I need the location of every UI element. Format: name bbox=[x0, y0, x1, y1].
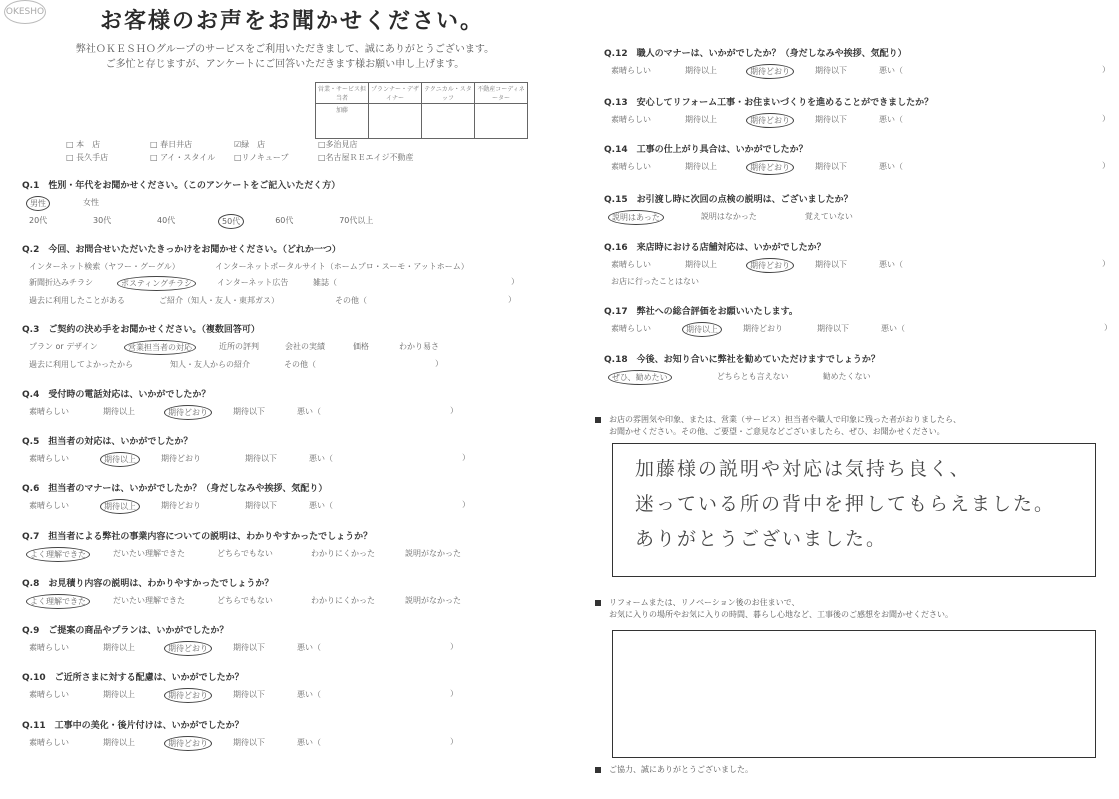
option[interactable]: 悪い（ bbox=[309, 454, 333, 463]
option[interactable]: お店に行ったことはない bbox=[611, 277, 699, 286]
option-selected[interactable]: 期待どおり bbox=[164, 688, 212, 703]
page-title: お客様のお声をお聞かせください。 bbox=[100, 9, 485, 34]
question-8 bbox=[22, 576, 464, 609]
question-17 bbox=[604, 304, 1112, 337]
staff-cell-realestate[interactable] bbox=[475, 104, 528, 139]
after-comments-box[interactable] bbox=[612, 630, 1096, 758]
store-checkbox-checked[interactable]: ☑緑 店 bbox=[234, 140, 266, 149]
option[interactable]: 素晴らしい bbox=[29, 643, 69, 652]
option[interactable]: 悪い（ bbox=[297, 690, 321, 699]
paren-close: ） bbox=[450, 689, 458, 698]
option[interactable]: 期待以上 bbox=[685, 115, 717, 124]
option[interactable]: 悪い（ bbox=[879, 162, 903, 171]
option[interactable]: わかり易さ bbox=[399, 342, 439, 351]
question-18 bbox=[604, 352, 880, 385]
comments-head-1: お店の雰囲気や印象、または、営業（サービス）担当者や職人で印象に残った者がおりましたら、 bbox=[609, 415, 961, 424]
paren-close: ） bbox=[435, 359, 443, 368]
question-12 bbox=[604, 46, 1110, 79]
question-4 bbox=[22, 387, 458, 420]
option-selected[interactable]: 期待以上 bbox=[100, 499, 140, 514]
question-title: Q.15 お引渡し時に次回の点検の説明は、ございましたか？ bbox=[604, 195, 853, 205]
option[interactable]: インターネットポータルサイト（ホームプロ・スーモ・アットホーム） bbox=[215, 262, 469, 271]
option[interactable]: 期待以下 bbox=[817, 324, 849, 333]
question-13 bbox=[604, 95, 1110, 128]
option[interactable]: 説明がなかった bbox=[405, 549, 461, 558]
store-checkbox[interactable]: □名古屋ＲＥエイジ不動産 bbox=[318, 153, 414, 162]
option[interactable]: 素晴らしい bbox=[611, 66, 651, 75]
option[interactable]: 期待以上 bbox=[685, 260, 717, 269]
option-selected[interactable]: 期待どおり bbox=[746, 113, 794, 128]
option-selected[interactable]: 期待どおり bbox=[746, 160, 794, 175]
option[interactable]: 素晴らしい bbox=[29, 454, 69, 463]
option[interactable]: 素晴らしい bbox=[611, 324, 651, 333]
option-selected[interactable]: 期待どおり bbox=[746, 64, 794, 79]
comment-line: 加藤様の説明や対応は気持ち良く、 bbox=[635, 458, 971, 480]
staff-header-sales: 営業・サービス担当者 bbox=[316, 83, 369, 104]
question-title: Q.8 お見積り内容の説明は、わかりやすかったでしょうか？ bbox=[22, 579, 274, 589]
store-checkbox[interactable]: □多治見店 bbox=[318, 140, 358, 149]
after-head-1: リフォームまたは、リノベーション後のお住まいで、 bbox=[609, 598, 800, 607]
option[interactable]: 会社の実績 bbox=[285, 342, 325, 351]
paren-close: ） bbox=[508, 295, 516, 304]
option[interactable]: 期待どおり bbox=[743, 324, 783, 333]
option-age[interactable]: 40代 bbox=[157, 216, 176, 225]
paren-close: ） bbox=[1102, 259, 1110, 268]
paren-close: ） bbox=[450, 406, 458, 415]
question-title: Q.3 ご契約の決め手をお聞かせください。（複数回答可） bbox=[22, 325, 260, 335]
option[interactable]: 勧めたくない bbox=[822, 372, 871, 381]
question-title: Q.14 工事の仕上がり具合は、いかがでしたか？ bbox=[604, 145, 808, 155]
option[interactable]: 期待以上 bbox=[103, 643, 135, 652]
option[interactable]: 期待以下 bbox=[245, 501, 277, 510]
option-age[interactable]: 60代 bbox=[275, 216, 294, 225]
question-title: Q.1 性別・年代をお聞かせください。（このアンケートをご記入いただく方） bbox=[22, 181, 341, 191]
store-checkbox[interactable]: □ 本 店 bbox=[66, 140, 101, 149]
option-selected[interactable]: ポスティングチラシ bbox=[117, 276, 196, 291]
staff-header-realestate: 不動産コーディネーター bbox=[475, 83, 528, 104]
option-age-selected[interactable]: 50代 bbox=[218, 214, 244, 229]
question-title: Q.16 来店時における店舗対応は、いかがでしたか？ bbox=[604, 243, 826, 253]
comments-text bbox=[613, 444, 1095, 565]
option-age[interactable]: 70代以上 bbox=[339, 216, 374, 225]
question-10 bbox=[22, 670, 458, 703]
option[interactable]: 期待以下 bbox=[245, 454, 277, 463]
option[interactable]: インターネット広告 bbox=[217, 278, 289, 287]
question-title: Q.10 ご近所さまに対する配慮は、いかがでしたか？ bbox=[22, 673, 244, 683]
square-bullet-icon bbox=[595, 417, 601, 423]
option[interactable]: 雑誌（ bbox=[313, 278, 338, 287]
square-bullet-icon bbox=[595, 600, 601, 606]
option[interactable]: 期待以上 bbox=[103, 690, 135, 699]
option-selected[interactable]: よく理解できた bbox=[26, 547, 90, 562]
option[interactable]: だいたい理解できた bbox=[113, 596, 185, 605]
option-selected[interactable]: 期待以上 bbox=[682, 322, 722, 337]
option-age[interactable]: 20代 bbox=[29, 216, 48, 225]
question-3 bbox=[22, 322, 443, 371]
store-checkbox[interactable]: □ 春日井店 bbox=[150, 140, 193, 149]
option[interactable]: その他（ bbox=[335, 296, 367, 305]
option[interactable]: だいたい理解できた bbox=[113, 549, 185, 558]
question-1 bbox=[22, 178, 376, 229]
question-title: Q.17 弊社への総合評価をお願いいたします。 bbox=[604, 307, 798, 317]
option-female[interactable]: 女性 bbox=[83, 198, 99, 207]
option[interactable]: どちらでもない bbox=[217, 549, 273, 558]
option-selected[interactable]: 期待どおり bbox=[164, 736, 212, 751]
question-title: Q.7 担当者による弊社の事業内容についての説明は、わかりやすかったでしょうか？ bbox=[22, 532, 373, 542]
paren-close: ） bbox=[1102, 161, 1110, 170]
question-title: Q.12 職人のマナーは、いかがでしたか？（身だしなみや挨拶、気配り） bbox=[604, 49, 907, 59]
staff-header-technical: テクニカル・スタッフ bbox=[422, 83, 475, 104]
option[interactable]: インターネット検索（ヤフー・グーグル） bbox=[29, 262, 180, 271]
store-checkbox[interactable]: □リノキューブ bbox=[234, 153, 289, 162]
option[interactable]: 期待以上 bbox=[685, 162, 717, 171]
staff-cell-planner[interactable] bbox=[369, 104, 422, 139]
paren-close: ） bbox=[1104, 323, 1112, 332]
option[interactable]: 素晴らしい bbox=[29, 690, 69, 699]
option[interactable]: 期待以下 bbox=[233, 738, 265, 747]
option-age[interactable]: 30代 bbox=[93, 216, 112, 225]
question-9 bbox=[22, 623, 458, 656]
option[interactable]: 素晴らしい bbox=[611, 260, 651, 269]
thanks-text: ご協力、誠にありがとうございました。 bbox=[609, 765, 753, 774]
question-title: Q.18 今後、お知り合いに弊社を勧めていただけますでしょうか？ bbox=[604, 355, 880, 365]
option-selected[interactable]: 説明はあった bbox=[608, 210, 664, 225]
option[interactable]: 悪い（ bbox=[879, 66, 903, 75]
paren-close: ） bbox=[462, 500, 470, 509]
option[interactable]: わかりにくかった bbox=[311, 549, 375, 558]
paren-close: ） bbox=[1102, 65, 1110, 74]
thanks-footer bbox=[595, 764, 753, 775]
option[interactable]: 素晴らしい bbox=[29, 501, 69, 510]
option-selected[interactable]: 期待以上 bbox=[100, 452, 140, 467]
option[interactable]: 期待以下 bbox=[815, 162, 847, 171]
comments-instructions bbox=[595, 414, 961, 438]
option[interactable]: 悪い（ bbox=[297, 643, 321, 652]
square-bullet-icon bbox=[595, 767, 601, 773]
option[interactable]: 価格 bbox=[353, 342, 369, 351]
question-title: Q.11 工事中の美化・後片付けは、いかがでしたか？ bbox=[22, 721, 244, 731]
option[interactable]: 素晴らしい bbox=[29, 407, 69, 416]
option[interactable]: 知人・友人からの紹介 bbox=[170, 360, 250, 369]
option[interactable]: 期待以上 bbox=[685, 66, 717, 75]
option[interactable]: 期待以下 bbox=[233, 643, 265, 652]
option[interactable]: どちらでもない bbox=[217, 596, 273, 605]
question-11 bbox=[22, 718, 458, 751]
question-16 bbox=[604, 240, 1110, 288]
option-selected[interactable]: 期待どおり bbox=[164, 641, 212, 656]
staff-cell-technical[interactable] bbox=[422, 104, 475, 139]
question-2 bbox=[22, 242, 519, 307]
after-instructions bbox=[595, 597, 953, 621]
intro-line-2: ご多忙と存じますが、アンケートにご回答いただきます様お願い申し上げます。 bbox=[105, 59, 465, 70]
option[interactable]: 期待以下 bbox=[233, 407, 265, 416]
question-7 bbox=[22, 529, 464, 562]
staff-name-sales[interactable]: 加藤 bbox=[316, 104, 369, 139]
option-selected[interactable]: 期待どおり bbox=[164, 405, 212, 420]
option[interactable]: 期待以下 bbox=[233, 690, 265, 699]
option-selected[interactable]: よく理解できた bbox=[26, 594, 90, 609]
option[interactable]: 悪い（ bbox=[297, 738, 321, 747]
option[interactable]: わかりにくかった bbox=[311, 596, 375, 605]
option[interactable]: ご紹介（知人・友人・東邦ガス） bbox=[159, 296, 279, 305]
option[interactable]: 期待以上 bbox=[103, 738, 135, 747]
question-title: Q.9 ご提案の商品やプランは、いかがでしたか？ bbox=[22, 626, 229, 636]
option-selected[interactable]: 営業担当者の対応 bbox=[124, 340, 196, 355]
option[interactable]: 悪い（ bbox=[309, 501, 333, 510]
store-checkbox[interactable]: □ アイ・スタイル bbox=[150, 153, 216, 162]
comment-line: ありがとうございました。 bbox=[635, 528, 888, 550]
paren-close: ） bbox=[1102, 114, 1110, 123]
staff-table bbox=[315, 82, 528, 139]
question-6 bbox=[22, 481, 470, 514]
question-title: Q.4 受付時の電話対応は、いかがでしたか？ bbox=[22, 390, 211, 400]
option[interactable]: どちらとも言えない bbox=[716, 372, 789, 381]
paren-close: ） bbox=[511, 277, 520, 286]
option[interactable]: 悪い（ bbox=[879, 115, 903, 124]
option-selected[interactable]: 期待どおり bbox=[746, 258, 794, 273]
option[interactable]: 過去に利用してよかったから bbox=[29, 360, 133, 369]
paren-close: ） bbox=[450, 737, 458, 746]
paren-close: ） bbox=[462, 453, 470, 462]
option[interactable]: 期待以上 bbox=[103, 407, 135, 416]
option[interactable]: 期待以下 bbox=[815, 66, 847, 75]
option[interactable]: 近所の評判 bbox=[219, 342, 259, 351]
comment-line: 迷っている所の背中を押してもらえました。 bbox=[635, 493, 1056, 515]
option[interactable]: 期待どおり bbox=[161, 454, 201, 463]
question-5 bbox=[22, 434, 470, 467]
option[interactable]: 期待どおり bbox=[161, 501, 201, 510]
question-title: Q.6 担当者のマナーは、いかがでしたか？（身だしなみや挨拶、気配り） bbox=[22, 484, 328, 494]
option[interactable]: 悪い（ bbox=[879, 260, 903, 269]
option[interactable]: 過去に利用したことがある bbox=[29, 296, 125, 305]
option[interactable]: 期待以下 bbox=[815, 260, 847, 269]
option[interactable]: 素晴らしい bbox=[29, 738, 69, 747]
question-15 bbox=[604, 192, 856, 225]
intro-line-1: 弊社ＯＫＥＳＨＯグループのサービスをご利用いただきまして、誠にありがとうございます。 bbox=[75, 44, 495, 55]
option-male-selected[interactable]: 男性 bbox=[26, 196, 50, 211]
option[interactable]: 素晴らしい bbox=[611, 115, 651, 124]
option[interactable]: 新聞折込みチラシ bbox=[29, 278, 93, 287]
option[interactable]: 説明がなかった bbox=[405, 596, 461, 605]
option[interactable]: 悪い（ bbox=[297, 407, 321, 416]
paren-close: ） bbox=[450, 642, 458, 651]
question-title: Q.5 担当者の対応は、いかがでしたか？ bbox=[22, 437, 193, 447]
option[interactable]: その他（ bbox=[284, 360, 316, 369]
store-checkboxes bbox=[66, 139, 428, 165]
option[interactable]: 説明はなかった bbox=[700, 212, 757, 221]
question-title: Q.2 今回、お問合せいただいたきっかけをお聞かせください。（どれか一つ） bbox=[22, 245, 341, 255]
question-14 bbox=[604, 142, 1110, 175]
option[interactable]: 期待以下 bbox=[815, 115, 847, 124]
store-checkbox[interactable]: □ 長久手店 bbox=[66, 153, 109, 162]
question-title: Q.13 安心してリフォーム工事・お住まいづくりを進めることができましたか？ bbox=[604, 98, 934, 108]
comments-box[interactable] bbox=[612, 443, 1096, 577]
option[interactable]: 素晴らしい bbox=[611, 162, 651, 171]
staff-header-planner: プランナー・デザイナー bbox=[369, 83, 422, 104]
option[interactable]: プラン or デザイン bbox=[29, 342, 98, 351]
intro-text bbox=[45, 42, 525, 72]
company-logo: OKESHO bbox=[4, 0, 46, 24]
comments-head-2: お聞かせください。その他、ご要望・ご意見などございましたら、ぜひ、お聞かせください。 bbox=[609, 427, 945, 436]
after-head-2: お気に入りの場所やお気に入りの時間、暮らし心地など、工事後のご感想をお聞かせください。 bbox=[609, 610, 953, 619]
option[interactable]: 悪い（ bbox=[881, 324, 905, 333]
option[interactable]: 覚えていない bbox=[804, 212, 853, 221]
option-selected[interactable]: ぜひ、勧めたい bbox=[608, 370, 672, 385]
